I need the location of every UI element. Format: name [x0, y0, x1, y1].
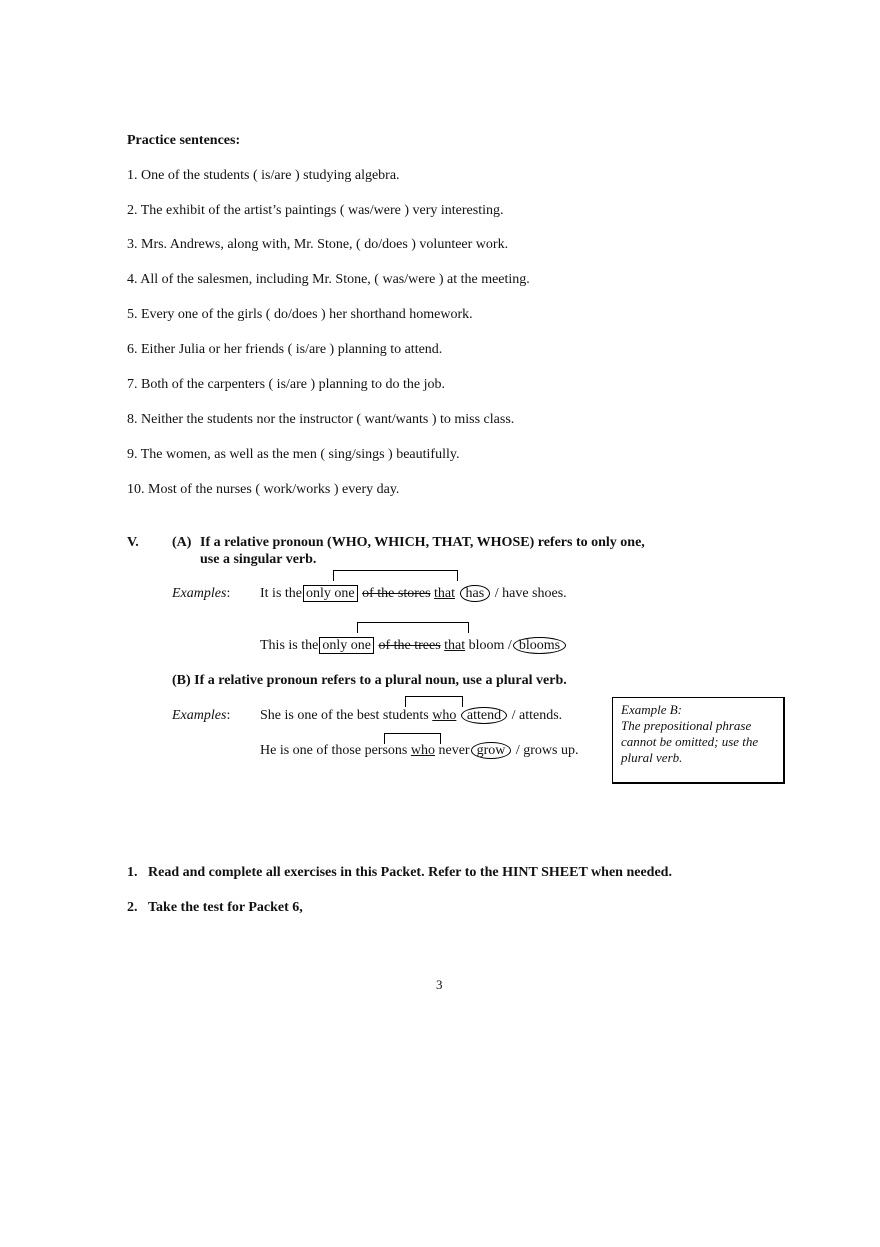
relative-pronoun: that	[444, 638, 466, 653]
example-a2: This is the only one of the trees that bloom / blooms	[260, 637, 567, 654]
practice-sentence-2: 2. The exhibit of the artist’s paintings ( was/were ) very interesting.	[127, 203, 504, 218]
page-number: 3	[436, 977, 443, 992]
rule-b: (B) If a relative pronoun refers to a plural noun, use a plural verb.	[172, 673, 567, 688]
correct-verb-circle: has	[460, 585, 491, 602]
relative-pronoun: who	[410, 743, 435, 758]
relative-pronoun: that	[434, 586, 456, 601]
omitted-phrase: of the trees	[378, 638, 441, 653]
rule-a-marker: (A)	[172, 535, 192, 550]
correct-verb-circle: grow	[471, 742, 512, 759]
antecedent-bracket	[333, 570, 458, 581]
practice-sentence-6: 6. Either Julia or her friends ( is/are ) planning to attend.	[127, 342, 443, 357]
note-body: The prepositional phrase cannot be omitted; use the plural verb.	[621, 718, 759, 765]
relative-pronoun: who	[432, 708, 457, 723]
example-a1: It is the only one of the stores that has / have shoes.	[260, 586, 567, 601]
example-b2: He is one of those persons who never grow / grows up.	[260, 743, 579, 758]
practice-sentence-4: 4. All of the salesmen, including Mr. Stone, ( was/were ) at the meeting.	[127, 272, 530, 287]
antecedent-box: only one	[319, 637, 374, 654]
correct-verb-circle: attend	[461, 707, 507, 724]
practice-sentence-5: 5. Every one of the girls ( do/does ) her shorthand homework.	[127, 307, 473, 322]
practice-sentence-3: 3. Mrs. Andrews, along with, Mr. Stone, ( do/does ) volunteer work.	[127, 237, 509, 252]
practice-heading: Practice sentences:	[127, 133, 241, 148]
practice-sentence-10: 10. Most of the nurses ( work/works ) every day.	[127, 482, 400, 497]
practice-sentence-9: 9. The women, as well as the men ( sing/sings ) beautifully.	[127, 447, 460, 462]
antecedent-bracket	[357, 622, 469, 633]
examples-label-b: Examples:	[172, 708, 231, 723]
omitted-phrase: of the stores	[362, 586, 431, 601]
instruction-2: 2. Take the test for Packet 6,	[127, 900, 303, 915]
practice-sentence-8: 8. Neither the students nor the instructor ( want/wants ) to miss class.	[127, 412, 515, 427]
note-title: Example B:	[621, 702, 683, 717]
rule-a-line-1: If a relative pronoun (WHO, WHICH, THAT, WHOSE) refers to only one,	[200, 535, 645, 550]
correct-verb-circle: blooms	[513, 637, 566, 654]
section-numeral: V.	[127, 535, 139, 550]
example-b-note	[612, 697, 785, 784]
instruction-1: 1. Read and complete all exercises in this Packet. Refer to the HINT SHEET when needed.	[127, 865, 672, 880]
antecedent-box: only one	[303, 585, 358, 602]
example-b1: She is one of the best students who attend / attends.	[260, 708, 563, 723]
practice-sentence-7: 7. Both of the carpenters ( is/are ) planning to do the job.	[127, 377, 446, 392]
rule-a-line-2: use a singular verb.	[200, 552, 317, 567]
examples-label-a: Examples:	[172, 586, 231, 601]
practice-sentence-1: 1. One of the students ( is/are ) studying algebra.	[127, 168, 400, 183]
antecedent-bracket	[405, 696, 463, 707]
